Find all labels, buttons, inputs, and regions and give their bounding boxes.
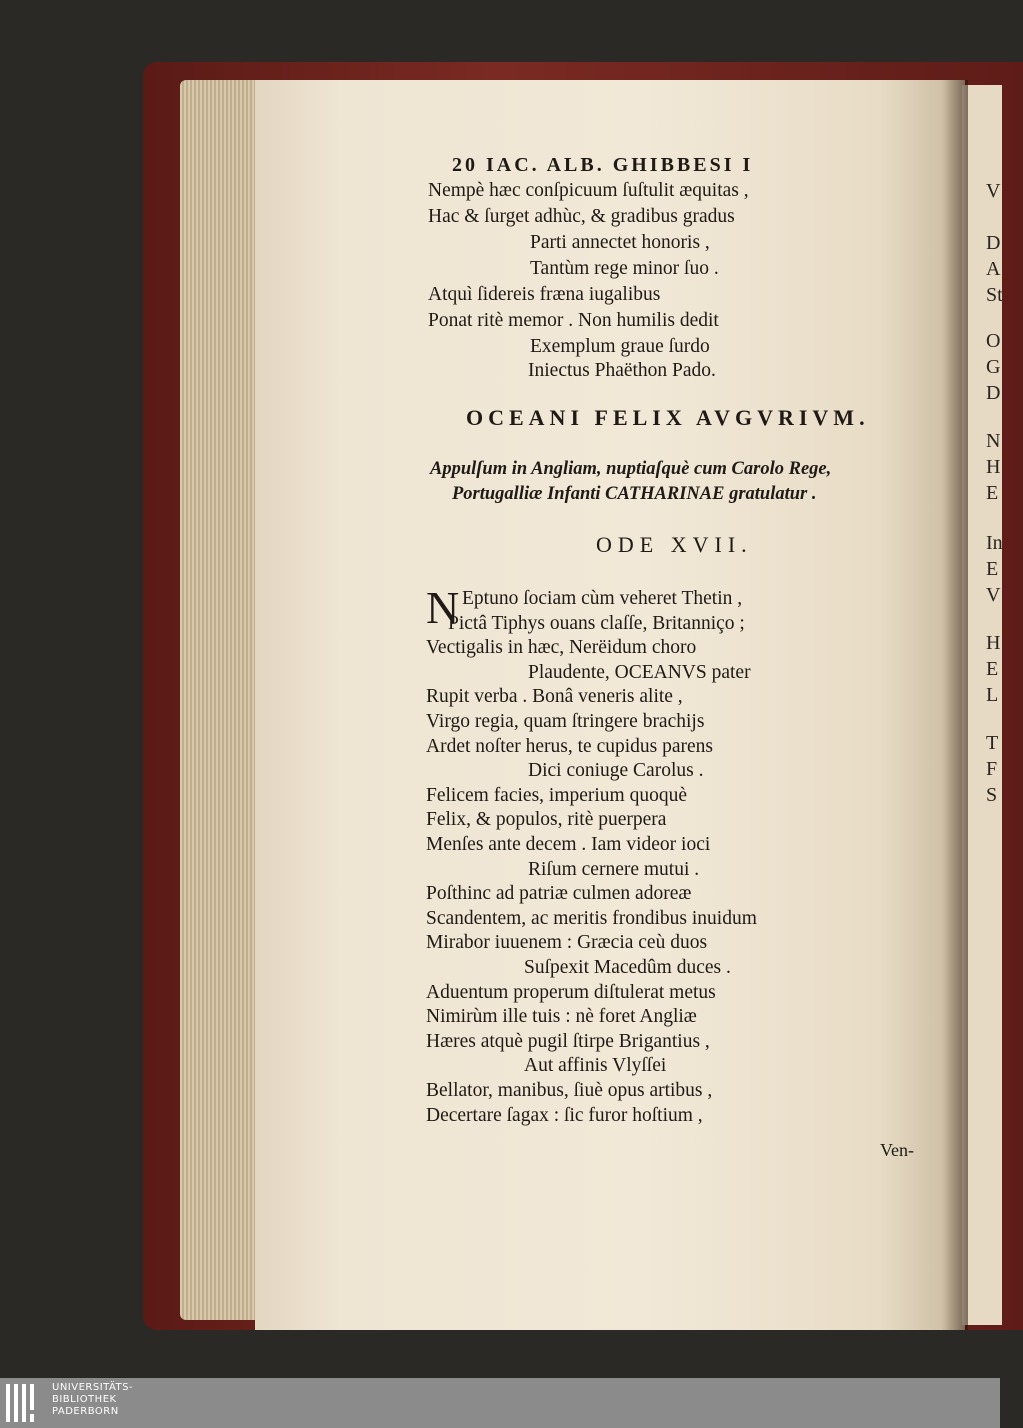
right-page-letter: S — [986, 784, 998, 806]
ode-line: Aduentum properum diſtulerat metus — [426, 981, 716, 1003]
right-page-letter: L — [986, 684, 999, 706]
poem-line: Tantùm rege minor ſuo . — [530, 258, 719, 279]
poem-line: Atquì ſidereis fræna iugalibus — [428, 284, 661, 305]
ode-line: Dici coniuge Carolus . — [528, 760, 704, 782]
ode-line: Hæres atquè pugil ſtirpe Brigantius , — [426, 1030, 710, 1052]
poem-line: Ponat ritè memor . Non humilis dedit — [428, 310, 719, 331]
ode-heading: ODE XVII. — [596, 532, 753, 557]
ode-line: Poſthinc ad patriæ culmen adoreæ — [426, 883, 692, 905]
ode-line: Vectigalis in hæc, Nerëidum choro — [426, 637, 697, 659]
right-page-letter: D — [986, 232, 1001, 254]
poem-line: Iniectus Phaëthon Pado. — [528, 360, 716, 381]
ode-line: Plaudente, OCEANVS pater — [528, 661, 751, 683]
book-gutter — [942, 80, 968, 1330]
library-logo-icon — [6, 1384, 42, 1422]
library-footer — [0, 1378, 1000, 1428]
right-page-letter: H — [986, 456, 1001, 478]
right-page-letter: E — [986, 658, 999, 680]
ode-line: Suſpexit Macedûm duces . — [524, 957, 731, 978]
ode-line: Decertare ſagax : ſic furor hoſtium , — [426, 1104, 703, 1126]
ode-line: Virgo regia, quam ſtringere brachijs — [426, 711, 705, 732]
poem-subtitle-2: Portugalliæ Infanti CATHARINAE gratulatur . — [452, 484, 817, 504]
right-page-letter: A — [986, 258, 1001, 280]
library-name-line-2: BIBLIOTHEK — [52, 1394, 117, 1405]
poem-line: Hac & ſurget adhùc, & gradibus gradus — [428, 206, 735, 227]
right-page-letter: In — [986, 532, 1003, 554]
running-head: 20 IAC. ALB. GHIBBESI I — [452, 154, 754, 176]
ode-line: Scandentem, ac meritis frondibus inuidum — [426, 907, 757, 929]
library-name-line-1: UNIVERSITÄTS- — [52, 1382, 134, 1393]
right-page-letter: H — [986, 632, 1001, 654]
right-page-letter: T — [986, 732, 999, 754]
poem-subtitle-1: Appulſum in Angliam, nuptiaſquè cum Carolo Rege, — [430, 459, 832, 479]
catchword: Ven- — [880, 1140, 914, 1160]
right-page-letter: O — [986, 330, 1001, 352]
right-page-letter: V — [986, 584, 1001, 606]
ode-line: Riſum cernere mutui . — [528, 858, 700, 880]
drop-cap: N — [426, 582, 460, 633]
poem-line: Exemplum graue ſurdo — [530, 336, 710, 357]
right-page-letter: G — [986, 356, 1001, 378]
poem-title: OCEANI FELIX AVGVRIVM. — [466, 405, 870, 430]
ode-line: Menſes ante decem . Iam videor ioci — [426, 834, 711, 855]
ode-line: Bellator, manibus, ſiuè opus artibus , — [426, 1080, 713, 1101]
ode-line: Pictâ Tiphys ouans claſſe, Britanniço ; — [448, 612, 745, 634]
ode-line: Eptuno ſociam cùm veheret Thetin , — [462, 588, 743, 609]
right-page-letter: E — [986, 558, 999, 580]
poem-line: Parti annectet honoris , — [530, 232, 710, 253]
ode-line: Felix, & populos, ritè puerpera — [426, 809, 667, 831]
ode-line: Felicem facies, imperium quoquè — [426, 784, 688, 806]
ode-line: Ardet noſter herus, te cupidus parens — [426, 735, 713, 757]
right-page-letter: St — [986, 284, 1003, 306]
ode-line: Rupit verba . Bonâ veneris alite , — [426, 686, 683, 708]
ode-line: Mirabor iuuenem : Græcia ceù duos — [426, 932, 708, 954]
library-name-line-3: PADERBORN — [52, 1406, 119, 1417]
right-page-letter: F — [986, 758, 998, 780]
right-page-letter: N — [986, 430, 1001, 452]
right-page-letter: D — [986, 382, 1001, 404]
right-page-letter: E — [986, 482, 999, 504]
ode-line: Aut affinis Vlyſſei — [524, 1055, 667, 1077]
poem-line: Nempè hæc conſpicuum ſuſtulit æquitas , — [428, 180, 749, 201]
ode-line: Nimirùm ille tuis : nè foret Angliæ — [426, 1006, 697, 1028]
right-page-letter: V — [986, 180, 1001, 202]
